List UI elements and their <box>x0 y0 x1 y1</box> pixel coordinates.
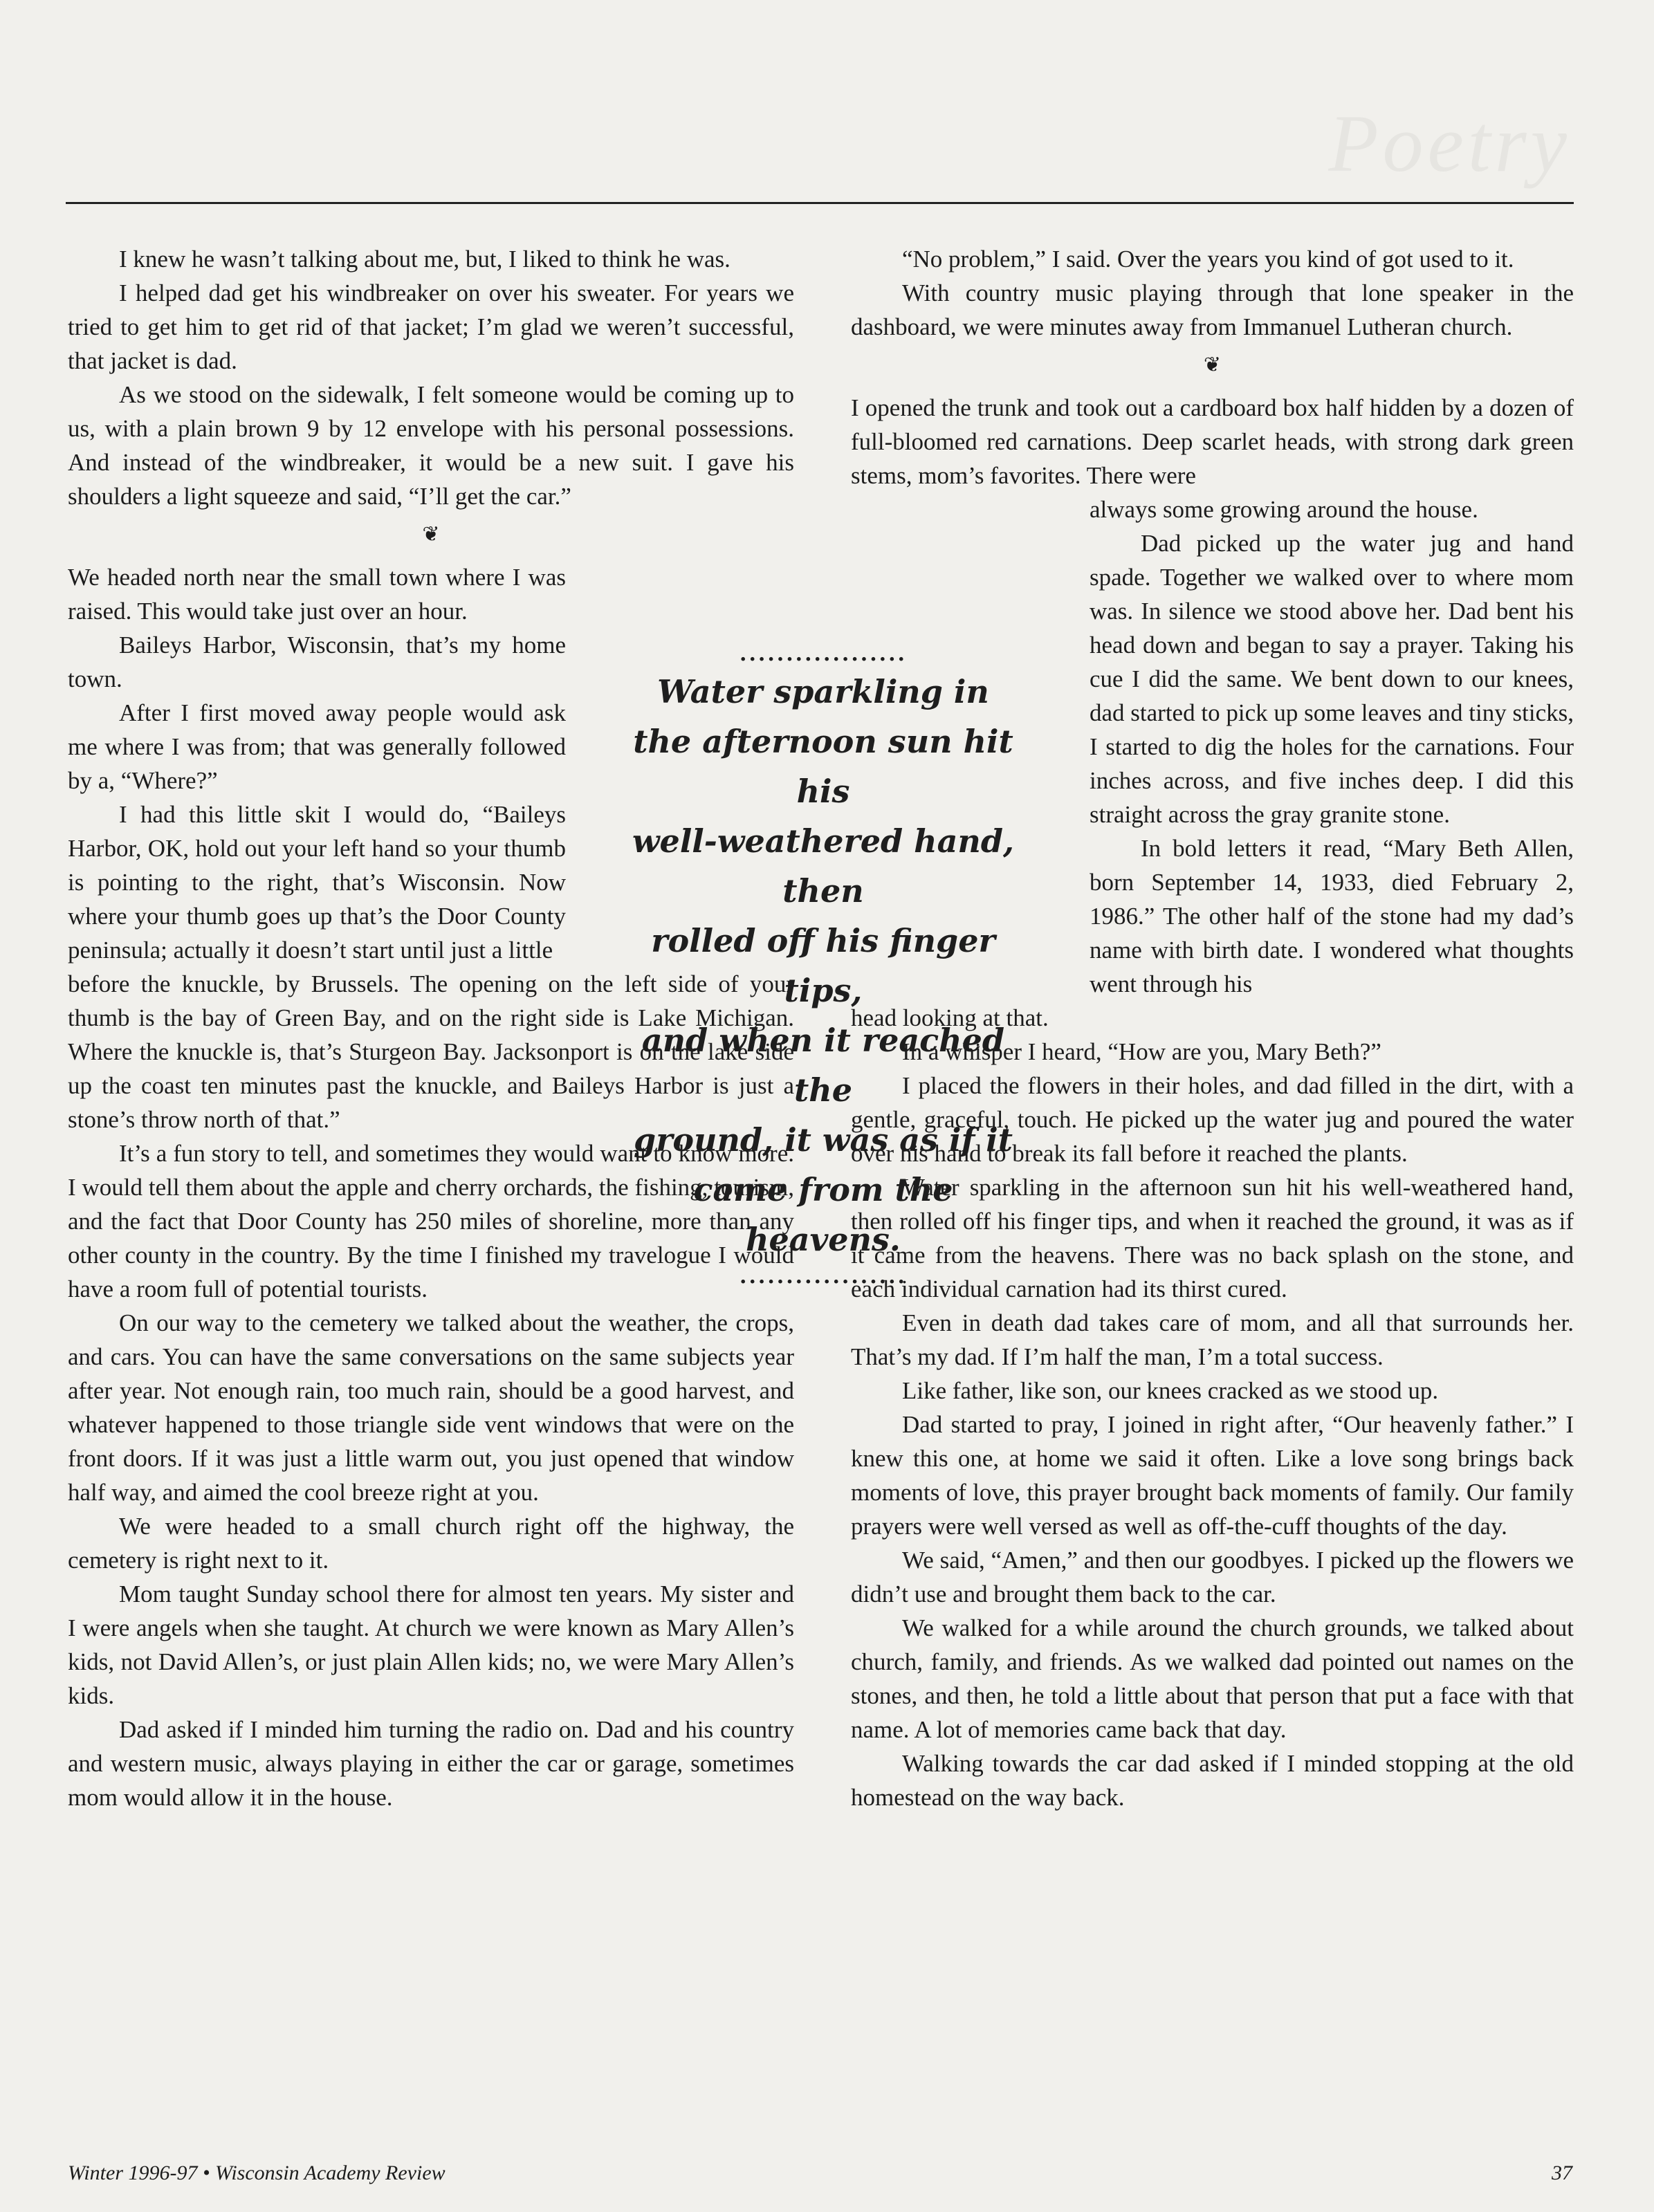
paragraph: I placed the flowers in their holes, and dad filled in the dirt, with a gentle, graceful, touch. He picked up the water jug and poured the water over his hand to break its fall before it reached the plants. <box>851 1072 1574 1167</box>
pull-quote <box>623 642 1024 1289</box>
pull-quote-line: rolled off his finger tips, <box>651 922 995 1009</box>
section-break-ornament: ❦ <box>422 523 440 546</box>
paragraph: In a whisper I heard, “How are you, Mary Beth?” <box>902 1038 1381 1065</box>
paragraph: Like father, like son, our knees cracked as we stood up. <box>902 1377 1439 1404</box>
pull-quote-line: well-weathered hand, then <box>632 822 1015 910</box>
pull-quote-bottom-dots: .................. <box>739 1264 907 1289</box>
pull-quote-top-dots: .................. <box>739 642 907 666</box>
section-title: Poetry <box>1328 98 1571 189</box>
paragraph: With country music playing through that lone speaker in the dashboard, we were minutes away from Immanuel Lutheran church. <box>851 279 1574 340</box>
pull-quote-line: and when it reached the <box>641 1022 1005 1109</box>
paragraph: before the knuckle, by Brussels. The opening on the left side of your thumb is the bay of Green Bay, and on the right side is Lake Michigan. Where the knuckle is, that’s Sturgeon Bay. Jacksonport is on the lake side up the coast ten minutes past the knuckle, and Baileys Harbor is just a stone’s throw north of that.” <box>68 970 794 1133</box>
paragraph: head looking at that. <box>851 1004 1049 1031</box>
pull-quote-line: ground, it was as if it <box>634 1121 1013 1159</box>
page-number: 37 <box>1552 2162 1572 2184</box>
pull-quote-line: the afternoon sun hit his <box>633 723 1013 810</box>
wrapped-text-block <box>68 560 566 967</box>
paragraph: On our way to the cemetery we talked about the weather, the crops, and cars. You can have the same conversations on the same subjects year after year. Not enough rain, too much rain, should be a good harvest, and whatever happened to those triangle side vent windows that were on the front doors. If it was just a little warm out, you just opened that window half way, and aimed the cool breeze right at you. <box>68 1309 794 1506</box>
paragraph: As we stood on the sidewalk, I felt someone would be coming up to us, with a plain brown 9 by 12 envelope with his personal possessions. And instead of the windbreaker, it would be a new suit. I gave his shoulders a light squeeze and said, “I’ll get the car.” <box>68 381 794 510</box>
paragraph: After I first moved away people would ask me where I was from; that was generally followed by a, “Where?” <box>68 699 566 794</box>
paragraph: Dad asked if I minded him turning the radio on. Dad and his country and western music, always playing in either the car or garage, sometimes mom would allow it in the house. <box>68 1716 794 1811</box>
paragraph: We said, “Amen,” and then our goodbyes. I picked up the flowers we didn’t use and brought them back to the car. <box>851 1547 1574 1607</box>
paragraph: Dad started to pray, I joined in right after, “Our heavenly father.” I knew this one, at home we said it often. Like a love song brings back moments of love, this prayer brought back moments of family. Our family prayers were well versed as well as off-the-cuff thoughts of the day. <box>851 1411 1574 1540</box>
paragraph: It’s a fun story to tell, and sometimes they would want to know more. I would tell them about the apple and cherry orchards, the fishing, tourism, and the fact that Door County has 250 miles of shoreline, more than any other county in the country. By the time I finished my travelogue I would have a room full of potential tourists. <box>68 1140 794 1302</box>
header-rule <box>66 202 1574 204</box>
footer-issue: Winter 1996-97 • Wisconsin Academy Review <box>68 2162 445 2184</box>
paragraph: Walking towards the car dad asked if I minded stopping at the old homestead on the way back. <box>851 1750 1574 1811</box>
paragraph: I opened the trunk and took out a cardboard box half hidden by a dozen of full-bloomed red carnations. Deep scarlet heads, with strong dark green stems, mom’s favorites. There were <box>851 394 1574 489</box>
paragraph: In bold letters it read, “Mary Beth Allen, born September 14, 1933, died February 2, 1986.” The other half of the stone had my dad’s name with birth date. I wondered what thoughts went through his <box>1090 835 1574 997</box>
paragraph: Mom taught Sunday school there for almost ten years. My sister and I were angels when she taught. At church we were known as Mary Allen’s kids, not David Allen’s, or just plain Allen kids; no, we were Mary Allen’s kids. <box>68 1580 794 1709</box>
paragraph: We walked for a while around the church grounds, we talked about church, family, and friends. As we walked dad pointed out names on the stones, and then, he told a little about that person that put a face with that name. A lot of memories came back that day. <box>851 1614 1574 1743</box>
paragraph: I helped dad get his windbreaker on over his sweater. For years we tried to get him to get rid of that jacket; I’m glad we weren’t successful, that jacket is dad. <box>68 279 794 374</box>
pull-quote-line: came from the heavens. <box>693 1171 953 1258</box>
paragraph: always some growing around the house. <box>1090 496 1478 523</box>
section-break-ornament: ❦ <box>1203 353 1222 376</box>
paragraph: Even in death dad takes care of mom, and all that surrounds her. That’s my dad. If I’m half the man, I’m a total success. <box>851 1309 1574 1370</box>
paragraph: Dad picked up the water jug and hand spade. Together we walked over to where mom was. In silence we stood above her. Dad bent his head down and began to say a prayer. Taking his cue I did the same. We bent down to our knees, dad started to pick up some leaves and tiny sticks, I started to dig the holes for the carnations. Four inches across, and five inches deep. I did this straight across the gray granite stone. <box>1090 530 1574 828</box>
paragraph: Baileys Harbor, Wisconsin, that’s my home town. <box>68 632 566 692</box>
paragraph: Water sparkling in the afternoon sun hit his well-weathered hand, then rolled off his finger tips, and when it reached the ground, it was as if it came from the heavens. There was no back splash on the stone, and each individual carnation had its thirst cured. <box>851 1174 1574 1302</box>
wrapped-text-block <box>1090 492 1574 1001</box>
paragraph: We headed north near the small town where I was raised. This would take just over an hour. <box>68 564 566 625</box>
paragraph: “No problem,” I said. Over the years you kind of got used to it. <box>902 246 1514 273</box>
paragraph: I knew he wasn’t talking about me, but, I liked to think he was. <box>119 246 730 273</box>
paragraph: I had this little skit I would do, “Baileys Harbor, OK, hold out your left hand so your thumb is pointing to the right, that’s Wisconsin. Now where your thumb goes up that’s the Door County peninsula; actually it doesn’t start until just a little <box>68 801 566 964</box>
paragraph: We were headed to a small church right off the highway, the cemetery is right next to it. <box>68 1513 794 1574</box>
pull-quote-line: Water sparkling in <box>657 673 989 710</box>
